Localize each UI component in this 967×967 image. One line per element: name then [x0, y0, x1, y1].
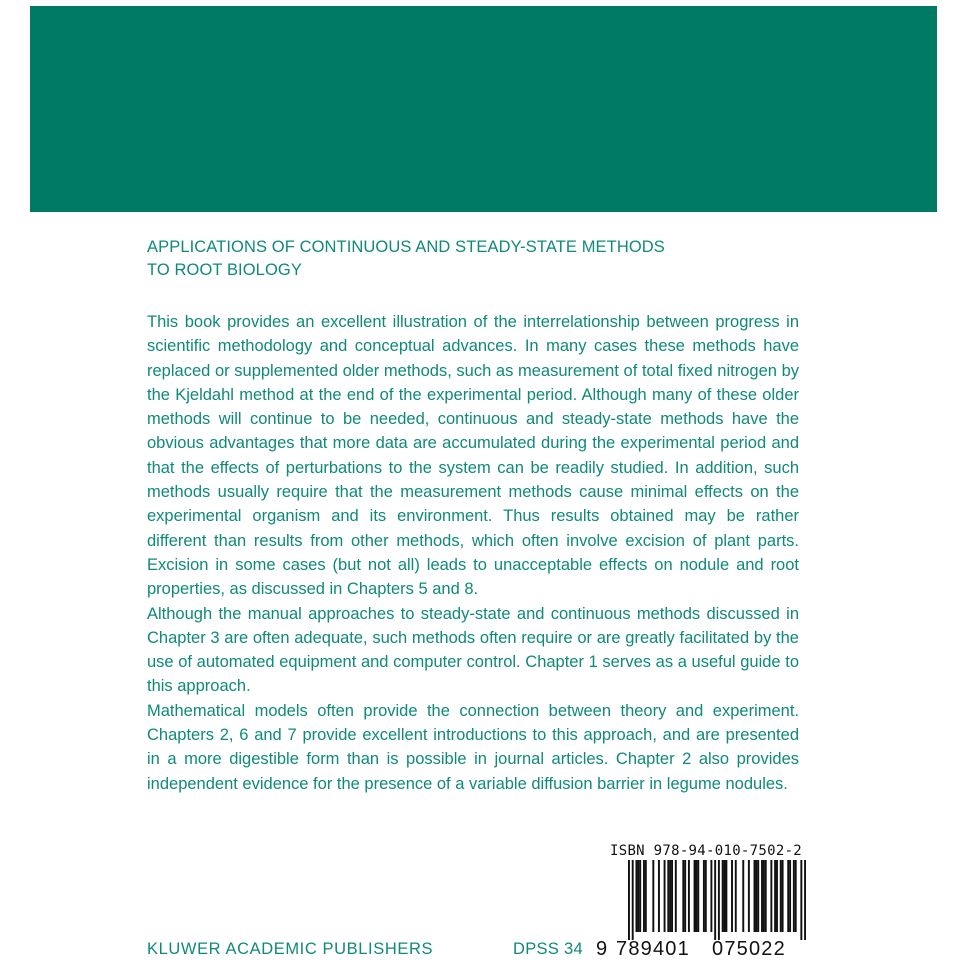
barcode-bar — [804, 860, 806, 940]
barcode-bar — [682, 860, 684, 932]
barcode-left-digits: 789401 — [616, 938, 690, 960]
barcode-bar — [780, 860, 782, 932]
barcode-bar — [735, 860, 737, 932]
barcode-bar — [671, 860, 673, 932]
barcode-bar — [675, 860, 677, 932]
barcode-bar — [754, 860, 756, 932]
barcode-bar — [703, 860, 705, 932]
barcode-bar — [800, 860, 802, 940]
barcode-bar — [667, 860, 669, 932]
barcode-bar — [761, 860, 763, 932]
book-description — [147, 310, 799, 796]
description-paragraph-2: Although the manual approaches to steady-state and continuous methods discussed in Chapter 3 are often adequate, such methods often require or are greatly facilitated by the use of automated equipment and computer control. Chapter 1 serves as a useful guide to this approach. — [147, 604, 799, 696]
barcode-bar — [710, 860, 712, 932]
barcode — [628, 860, 806, 940]
barcode-bar — [688, 860, 690, 932]
barcode-first-digit: 9 — [596, 938, 608, 960]
book-title — [147, 236, 827, 282]
publisher-name: KLUWER ACADEMIC PUBLISHERS — [147, 940, 434, 958]
barcode-bar — [765, 860, 767, 932]
barcode-bar — [664, 860, 666, 932]
barcode-bar — [718, 860, 720, 940]
barcode-bar — [787, 860, 789, 932]
barcode-bar — [755, 860, 757, 932]
series-number: DPSS 34 — [513, 940, 583, 958]
barcode-bar — [628, 860, 630, 940]
barcode-bar — [763, 860, 765, 932]
barcode-bar — [742, 860, 744, 932]
barcode-bar — [795, 860, 797, 932]
barcode-bar — [697, 860, 699, 932]
barcode-bar — [658, 860, 660, 932]
barcode-bar — [789, 860, 791, 932]
barcode-bar — [632, 860, 634, 940]
barcode-bar — [793, 860, 795, 932]
description-paragraph-3: Mathematical models often provide the connection between theory and experiment. Chapters 2, 6 and 7 provide excellent introductions to this approach, and are presented in a more digestible form than is possible in journal articles. Chapter 2 also provides independent evidence for the presence of a variable diffusion barrier in legume nodules. — [147, 701, 799, 793]
barcode-right-digits: 075022 — [712, 938, 786, 960]
barcode-bar — [684, 860, 686, 932]
barcode-bar — [725, 860, 727, 932]
barcode-bar — [705, 860, 707, 932]
barcode-bar — [695, 860, 697, 932]
barcode-bar — [731, 860, 733, 932]
barcode-bar — [714, 860, 716, 940]
barcode-bar — [639, 860, 641, 932]
cover-color-band — [30, 6, 937, 212]
barcode-bar — [776, 860, 778, 932]
barcode-bar — [637, 860, 639, 932]
barcode-bar — [645, 860, 647, 932]
barcode-bar — [757, 860, 759, 932]
barcode-bar — [724, 860, 726, 932]
barcode-bar — [643, 860, 645, 932]
barcode-bar — [635, 860, 637, 932]
description-paragraph-1: This book provides an excellent illustration of the interrelationship between progress in scientific methodology and conceptual advances. In many cases these methods have replaced or supplemented older methods, such as measurement of total fixed nitrogen by the Kjeldahl method at the end of the experimental period. Although many of these older methods will continue to be needed, continuous and steady-state methods have the obvious advantages that more data are accumulated during the experimental period and that the effects of perturbations to the system can be readily studied. In addition, such methods usually require that the measurement methods cause minimal effects on the experimental organism and its environment. Thus results obtained may be rather different than results from other methods, which often involve excision of plant parts. Excision in some cases (but not all) leads to unacceptable effects on nodule and root properties, as discussed in Chapters 5 and 8. — [147, 313, 799, 599]
barcode-bar — [748, 860, 750, 932]
isbn-label: ISBN 978-94-010-7502-2 — [610, 843, 803, 859]
barcode-bar — [669, 860, 671, 932]
barcode-bar — [770, 860, 772, 932]
book-title-line-1: APPLICATIONS OF CONTINUOUS AND STEADY-STATE METHODS — [147, 238, 665, 256]
barcode-bar — [694, 860, 696, 932]
barcode-bar — [782, 860, 784, 932]
barcode-bar — [722, 860, 724, 932]
barcode-bar — [774, 860, 776, 932]
book-title-line-2: TO ROOT BIOLOGY — [147, 261, 302, 279]
barcode-bar — [652, 860, 654, 932]
